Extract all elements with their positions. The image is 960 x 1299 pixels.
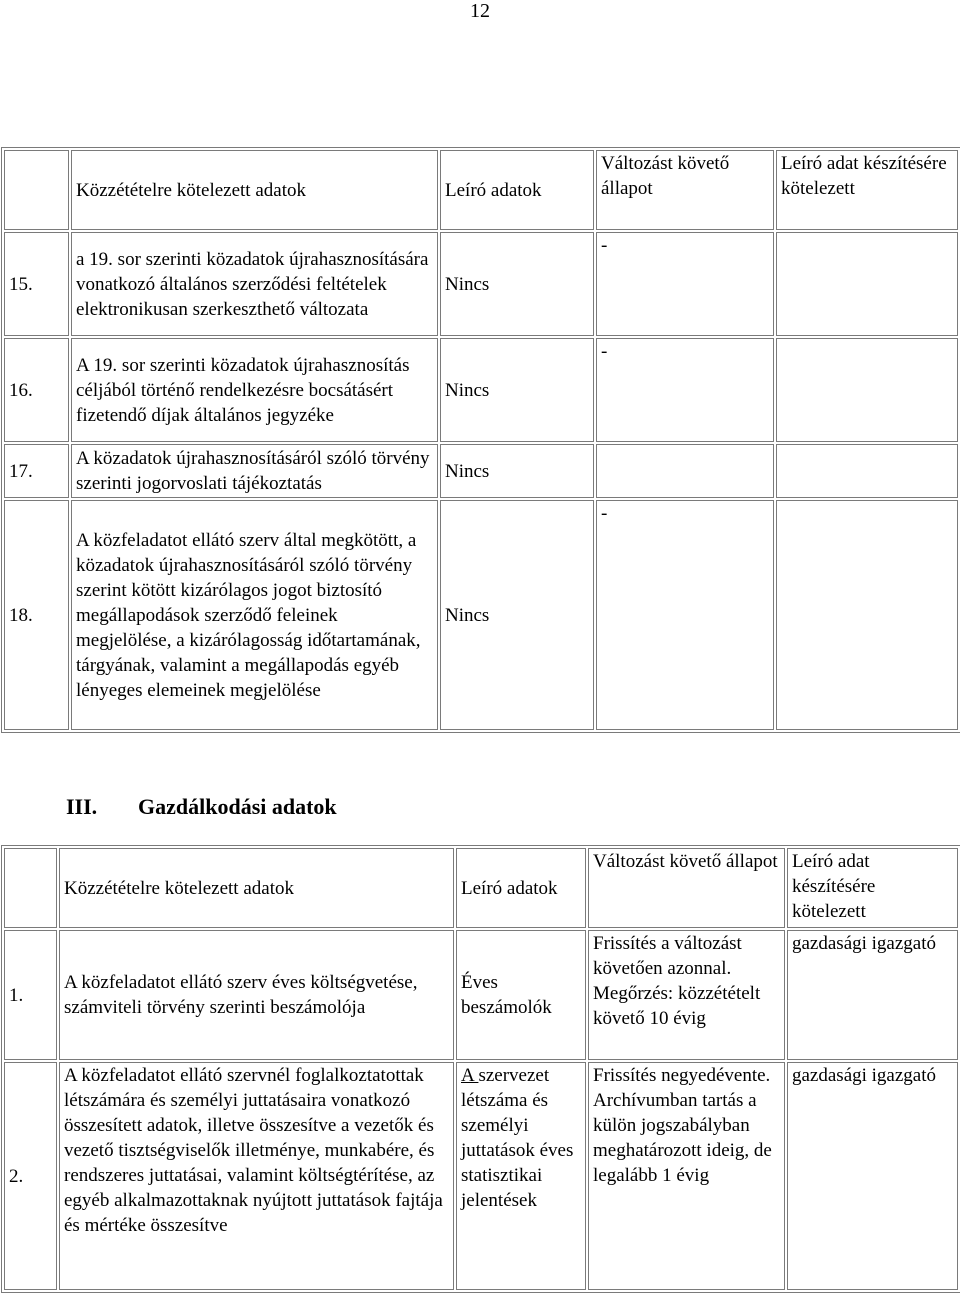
- table-row: [4, 232, 958, 336]
- row-descriptive-data: Éves beszámolók: [456, 930, 586, 1060]
- section-number: III.: [66, 794, 98, 819]
- row-descriptive-data: [456, 1062, 586, 1290]
- header-published-data: Közzétételre kötelezett adatok: [71, 150, 438, 230]
- header-responsible: Leíró adat készítésére kötelezett: [787, 848, 958, 928]
- table-row: [4, 500, 958, 730]
- table-row: [4, 1062, 958, 1290]
- section-heading: [66, 794, 337, 820]
- row-descriptive-data: Nincs: [440, 338, 594, 442]
- row-published-data: A közadatok újrahasznosításáról szóló törvény szerinti jogorvoslati tájékoztatás: [71, 444, 438, 498]
- row-responsible: [776, 444, 958, 498]
- row-published-data: a 19. sor szerinti közadatok újrahasznosítására vonatkozó általános szerződési feltételek elektronikusan szerkeszthető változata: [71, 232, 438, 336]
- row-number: 17.: [4, 444, 69, 498]
- row-responsible: [776, 338, 958, 442]
- descriptive-text: szervezet létszáma és személyi juttatások éves statisztikai jelentések: [461, 1065, 574, 1211]
- row-number: 18.: [4, 500, 69, 730]
- row-state-after-change: -: [596, 232, 774, 336]
- table-row: [4, 338, 958, 442]
- row-responsible: gazdasági igazgató: [787, 930, 958, 1060]
- header-state-after-change: Változást követő állapot: [596, 150, 774, 230]
- row-responsible: gazdasági igazgató: [787, 1062, 958, 1290]
- page-number: 12: [470, 0, 490, 22]
- header-descriptive-data: Leíró adatok: [440, 150, 594, 230]
- table-header-row: [4, 150, 958, 230]
- row-state-after-change: [596, 444, 774, 498]
- row-state-after-change: Frissítés negyedévente. Archívumban tartás a külön jogszabályban meghatározott ideig, de legalább 1 évig: [588, 1062, 785, 1290]
- row-descriptive-data: Nincs: [440, 500, 594, 730]
- row-published-data: A 19. sor szerinti közadatok újrahasznosítás céljából történő rendelkezésre bocsátásért fizetendő díjak általános jegyzéke: [71, 338, 438, 442]
- table-row: [4, 444, 958, 498]
- row-responsible: [776, 232, 958, 336]
- row-published-data: A közfeladatot ellátó szerv éves költségvetése, számviteli törvény szerinti beszámolója: [59, 930, 454, 1060]
- row-state-after-change: -: [596, 338, 774, 442]
- section-title: Gazdálkodási adatok: [138, 794, 337, 819]
- header-descriptive-data: Leíró adatok: [456, 848, 586, 928]
- header-published-data: Közzétételre kötelezett adatok: [59, 848, 454, 928]
- descriptive-prefix: A: [461, 1065, 479, 1086]
- row-published-data: A közfeladatot ellátó szervnél foglalkoztatottak létszámára és személyi juttatásaira vonatkozó összesített adatok, illetve összesítve a vezetők és vezető tisztségviselők illetménye, munkabére, és rendszeres juttatásai, valamint költségtérítése, az egyéb alkalmazottaknak nyújtott juttatások fajtája és mértéke összesítve: [59, 1062, 454, 1290]
- row-descriptive-data: Nincs: [440, 444, 594, 498]
- row-state-after-change: -: [596, 500, 774, 730]
- row-number: 15.: [4, 232, 69, 336]
- financial-data-table: [1, 845, 960, 1293]
- header-number-cell: [4, 848, 57, 928]
- table-header-row: [4, 848, 958, 928]
- header-number-cell: [4, 150, 69, 230]
- row-descriptive-data: Nincs: [440, 232, 594, 336]
- row-state-after-change: Frissítés a változást követően azonnal. Megőrzés: közzétételt követő 10 évig: [588, 930, 785, 1060]
- row-responsible: [776, 500, 958, 730]
- table-row: [4, 930, 958, 1060]
- public-data-table-continued: [1, 147, 960, 733]
- header-state-after-change: Változást követő állapot: [588, 848, 785, 928]
- row-number: 1.: [4, 930, 57, 1060]
- row-published-data: A közfeladatot ellátó szerv által megkötött, a közadatok újrahasznosításáról szóló törvény szerint kötött kizárólagos jogot biztosító megállapodások szerződő feleinek megjelölése, a kizárólagosság időtartamának, tárgyának, valamint a megállapodás egyéb lényeges elemeinek megjelölése: [71, 500, 438, 730]
- row-number: 16.: [4, 338, 69, 442]
- row-number: 2.: [4, 1062, 57, 1290]
- header-responsible: Leíró adat készítésére kötelezett: [776, 150, 958, 230]
